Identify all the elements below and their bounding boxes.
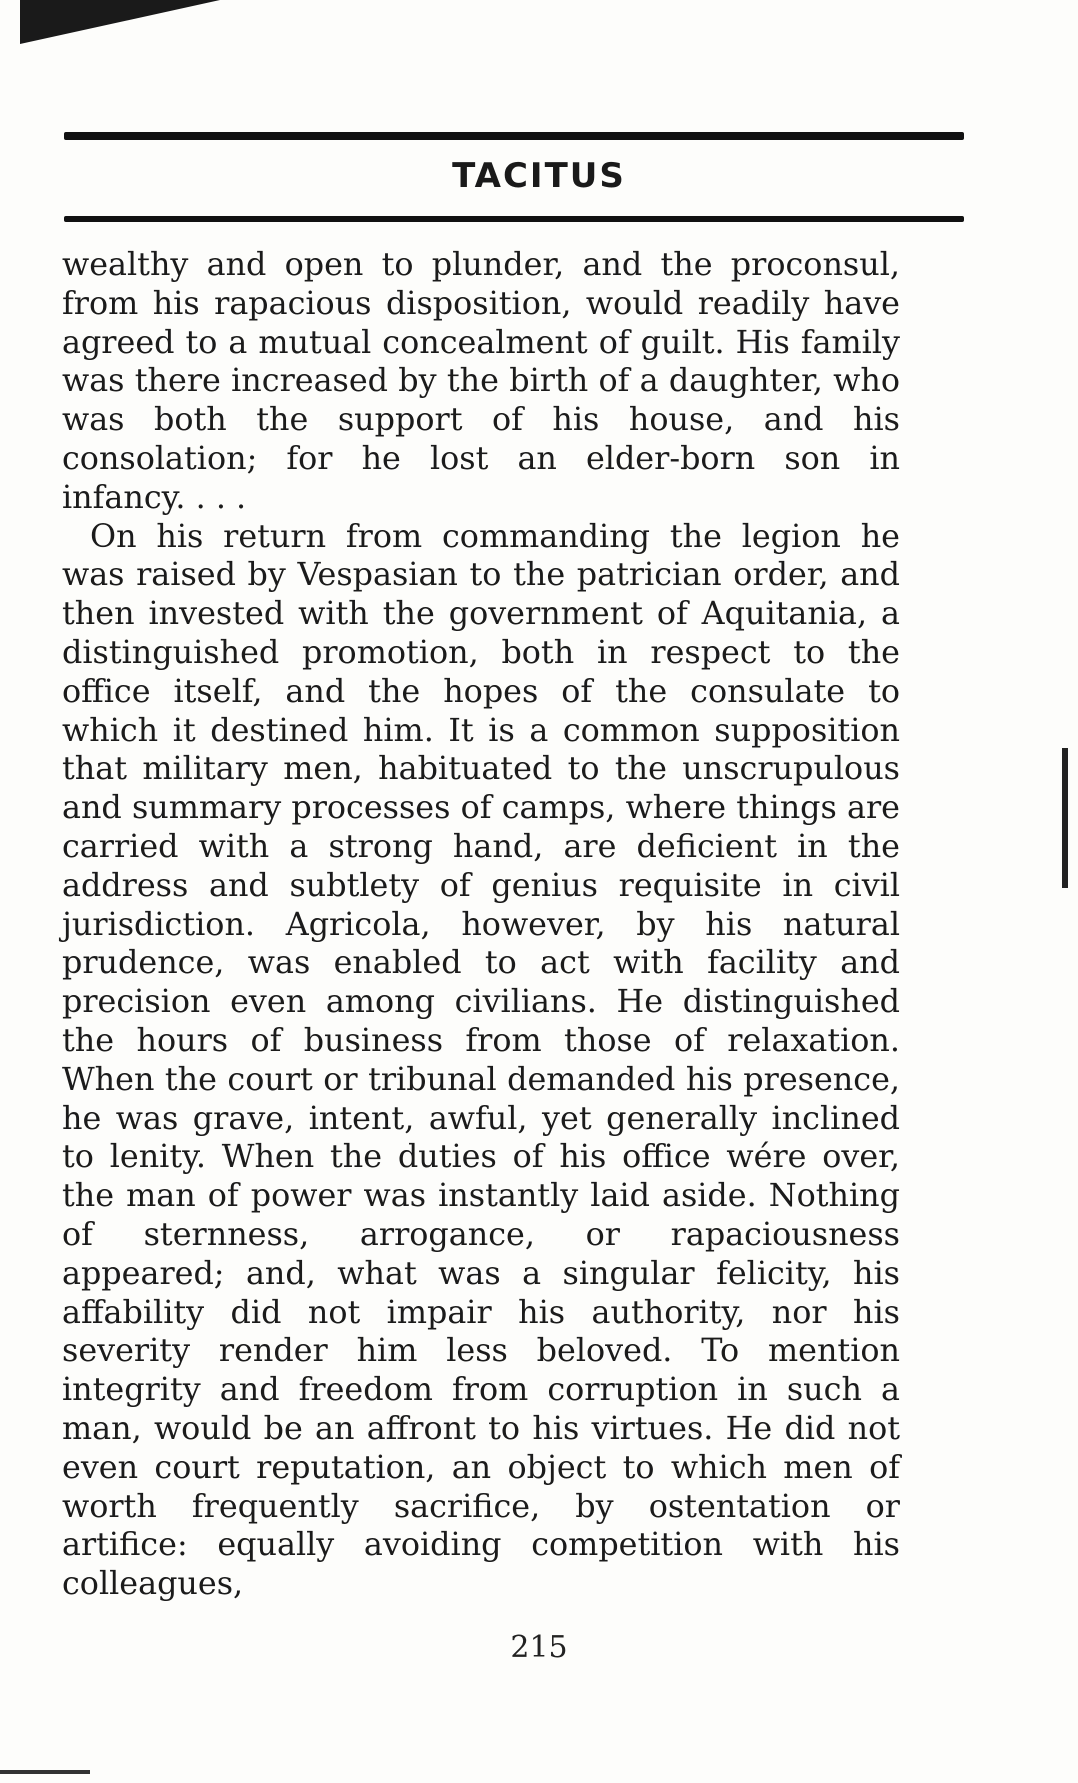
- bottom-scan-mark: [0, 1770, 90, 1774]
- paragraph-continued: wealthy and open to plunder, and the proconsul, from his rapacious disposition, would readily have agreed to a mutual concealment of guilt. His family was there increased by the birth of a daughter, who was both the support of his house, and his consolation; for he lost an elder-born son in infancy. . . .: [62, 246, 900, 516]
- header-rule-top: [64, 132, 964, 140]
- paragraph: On his return from commanding the legion he was raised by Vespasian to the patrician order, and then invested with the government of Aquitania, a distinguished promotion, both in respect to the office itself, and the hopes of the consulate to which it destined him. It is a common supposition that military men, habituated to the unscrupulous and summary processes of camps, where things are carried with a strong hand, are deficient in the address and subtlety of genius requisite in civil jurisdiction. Agricola, however, by his natural prudence, was enabled to act with facility and precision even among civilians. He distinguished the hours of business from those of relaxation. When the court or tribunal demanded his presence, he was grave, intent, awful, yet generally inclined to lenity. When the duties of his office wére over, the man of power was instantly laid aside. Nothing of sternness, arrogance, or rapaciousness appeared; and, what was a singular felicity, his affability did not impair his authority, nor his severity render him less beloved. To mention integrity and freedom from corruption in such a man, would be an affront to his virtues. He did not even court reputation, an object to which men of worth frequently sacrifice, by ostentation or artifice: equally avoiding competition with his colleagues,: [62, 517, 900, 1603]
- header-rule-bottom: [64, 216, 964, 222]
- margin-scan-mark: [1062, 748, 1068, 888]
- body-text: [62, 246, 900, 1604]
- running-head: TACITUS: [452, 156, 626, 196]
- corner-scan-mark: [20, 0, 220, 44]
- page-number: 215: [510, 1630, 568, 1665]
